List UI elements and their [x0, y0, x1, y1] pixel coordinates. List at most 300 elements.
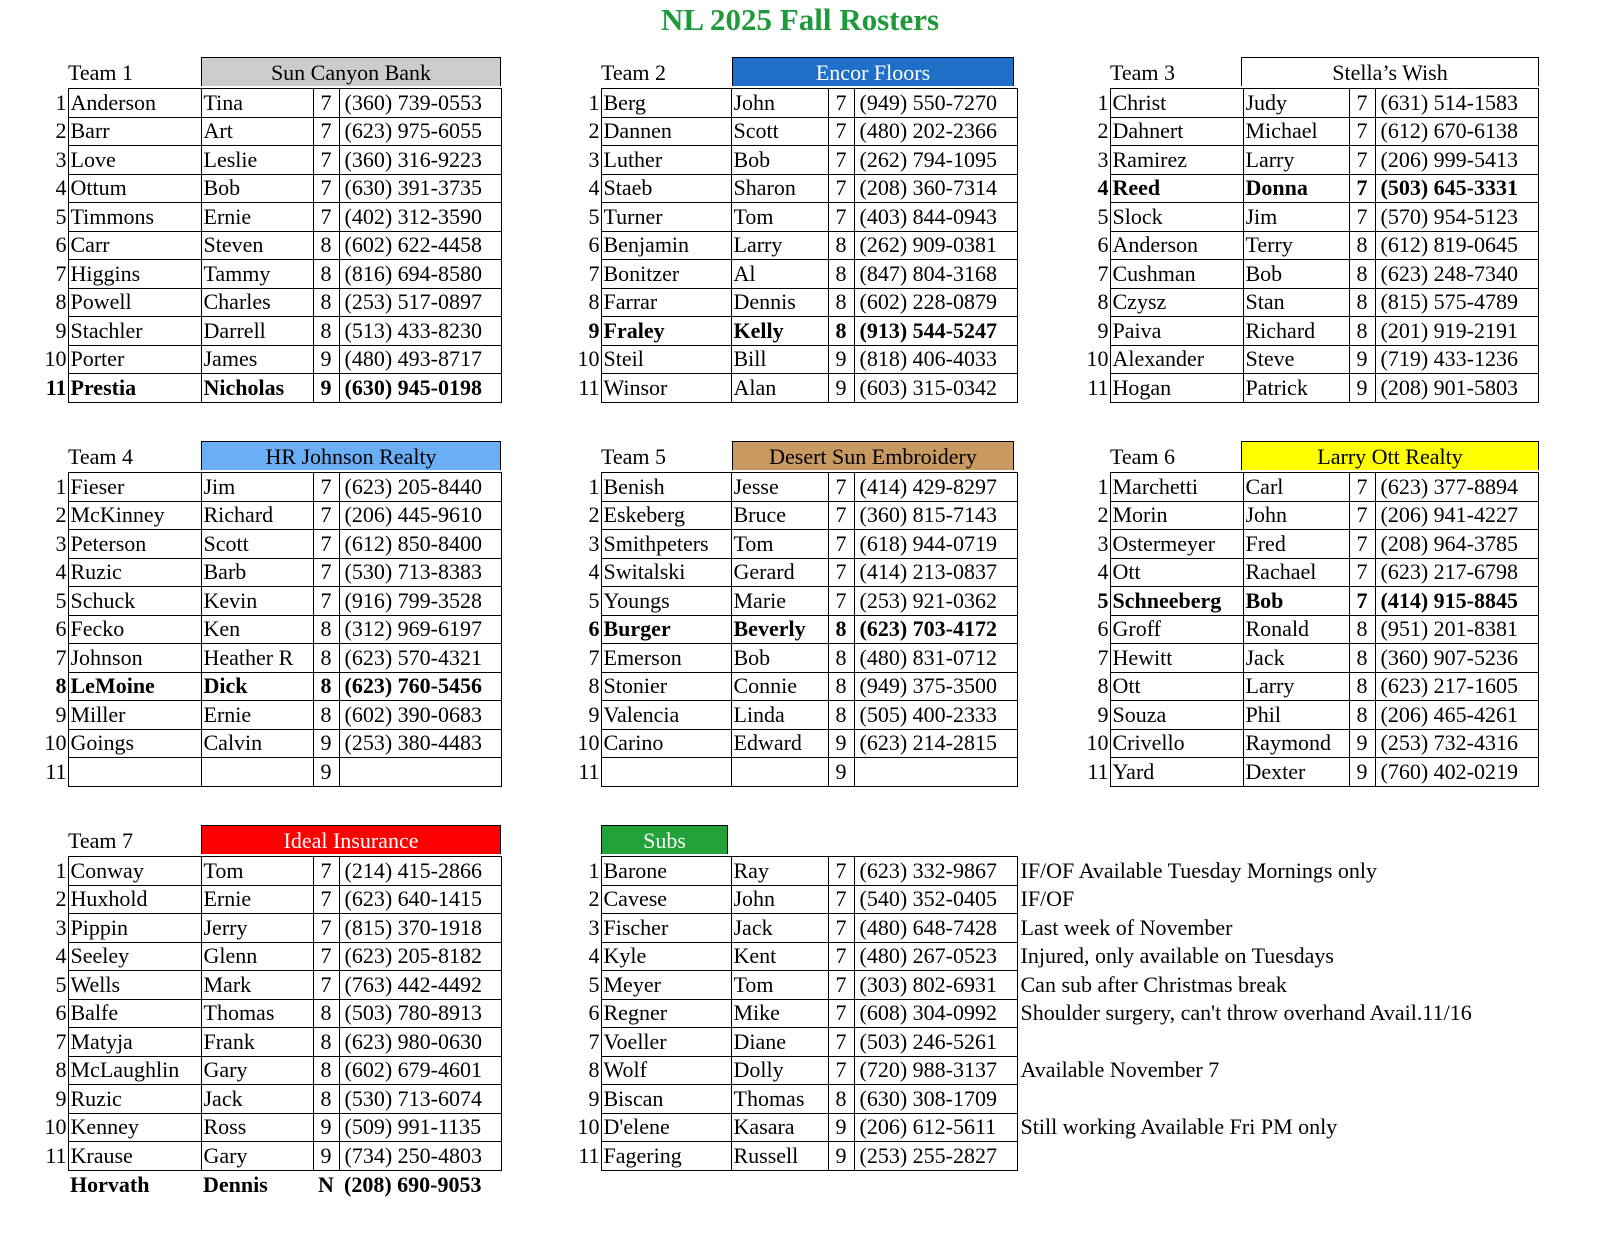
- last-name: Berg: [601, 89, 731, 118]
- roster-row: [1080, 473, 1538, 502]
- phone-number: (206) 612-5611: [854, 1113, 1017, 1142]
- grade: 8: [313, 317, 339, 346]
- roster-table: [571, 472, 1018, 787]
- grade: 8: [313, 1085, 339, 1114]
- last-name: Matyja: [68, 1028, 201, 1057]
- first-name: Ernie: [201, 701, 313, 730]
- first-name: Ray: [731, 857, 828, 886]
- phone-number: (913) 544-5247: [854, 317, 1017, 346]
- phone-number: (623) 205-8440: [339, 473, 501, 502]
- phone-number: (623) 570-4321: [339, 644, 501, 673]
- grade: 7: [313, 117, 339, 146]
- last-name: Ruzic: [68, 1085, 201, 1114]
- roster-row: [38, 971, 501, 1000]
- first-name: Jesse: [731, 473, 828, 502]
- row-number: 8: [1097, 289, 1109, 315]
- row-number: 7: [55, 260, 67, 286]
- phone-number: (360) 907-5236: [1375, 644, 1538, 673]
- phone-number: (540) 352-0405: [854, 885, 1017, 914]
- first-name: Richard: [201, 501, 313, 530]
- last-name: Emerson: [601, 644, 731, 673]
- last-name: Seeley: [68, 942, 201, 971]
- row-number: 8: [55, 289, 67, 315]
- roster-row: [1080, 672, 1538, 701]
- phone-number: (623) 205-8182: [339, 942, 501, 971]
- first-name: Jerry: [201, 914, 313, 943]
- phone-number: (623) 980-0630: [339, 1028, 501, 1057]
- team-header: [571, 441, 1018, 472]
- row-number: 9: [55, 317, 67, 343]
- row-number: 5: [1097, 587, 1109, 613]
- row-number: 4: [588, 175, 600, 201]
- grade: 9: [1349, 758, 1375, 787]
- last-name: LeMoine: [68, 672, 201, 701]
- sub-note: Still working Available Fri PM only: [1020, 1114, 1338, 1140]
- roster-row: [571, 672, 1017, 701]
- first-name: Tom: [731, 530, 828, 559]
- roster-row: [1080, 729, 1538, 758]
- first-name: John: [1243, 501, 1349, 530]
- phone-number: (602) 228-0879: [854, 288, 1017, 317]
- grade: 9: [828, 1113, 854, 1142]
- last-name: Kenney: [68, 1113, 201, 1142]
- first-name: Tom: [731, 971, 828, 1000]
- row-number: 4: [55, 943, 67, 969]
- last-name: Dahnert: [1110, 117, 1243, 146]
- last-name: Stachler: [68, 317, 201, 346]
- row-number: 3: [588, 914, 600, 940]
- first-name: Gary: [201, 1142, 313, 1171]
- last-name: Eskeberg: [601, 501, 731, 530]
- last-name: [601, 758, 731, 787]
- grade: 9: [828, 345, 854, 374]
- grade: 7: [1349, 558, 1375, 587]
- phone-number: (602) 679-4601: [339, 1056, 501, 1085]
- roster-row: [571, 117, 1017, 146]
- first-name: Fred: [1243, 530, 1349, 559]
- last-name: Fagering: [601, 1142, 731, 1171]
- phone-number: (505) 400-2333: [854, 701, 1017, 730]
- page-title: NL 2025 Fall Rosters: [660, 2, 940, 37]
- first-name: Steven: [201, 231, 313, 260]
- phone-number: (608) 304-0992: [854, 999, 1017, 1028]
- row-number: 4: [1097, 559, 1109, 585]
- phone-number: (949) 550-7270: [854, 89, 1017, 118]
- sub-note: [1017, 1028, 1474, 1057]
- phone-number: (847) 804-3168: [854, 260, 1017, 289]
- roster-row: [1080, 260, 1538, 289]
- grade: 7: [313, 530, 339, 559]
- last-name: Anderson: [68, 89, 201, 118]
- team-header: [1080, 57, 1539, 88]
- last-name: Bonitzer: [601, 260, 731, 289]
- phone-number: (763) 442-4492: [339, 971, 501, 1000]
- grade: 8: [1349, 615, 1375, 644]
- phone-number: (630) 308-1709: [854, 1085, 1017, 1114]
- roster-row: [38, 615, 501, 644]
- roster-table: [38, 856, 502, 1199]
- roster-row: [1080, 558, 1538, 587]
- first-name: Bob: [731, 146, 828, 175]
- row-number: 10: [44, 1114, 67, 1140]
- row-number: 10: [1086, 730, 1109, 756]
- row-number: 6: [588, 1000, 600, 1026]
- roster-row: [38, 1028, 501, 1057]
- phone-number: (414) 429-8297: [854, 473, 1017, 502]
- phone-number: (201) 919-2191: [1375, 317, 1538, 346]
- roster-row: [1080, 174, 1538, 203]
- first-name: Sharon: [731, 174, 828, 203]
- grade: 7: [828, 885, 854, 914]
- phone-number: (206) 999-5413: [1375, 146, 1538, 175]
- roster-row: [571, 203, 1017, 232]
- sponsor-banner: Encor Floors: [732, 57, 1014, 86]
- last-name: Barone: [601, 857, 731, 886]
- first-name: Tammy: [201, 260, 313, 289]
- first-name: Dennis: [731, 288, 828, 317]
- grade: 9: [313, 729, 339, 758]
- first-name: Connie: [731, 672, 828, 701]
- grade: 8: [313, 672, 339, 701]
- roster-row: [38, 1142, 501, 1171]
- row-number: 3: [55, 914, 67, 940]
- phone-number: (480) 493-8717: [339, 345, 501, 374]
- team-header: [38, 57, 502, 88]
- team-label: Team 1: [68, 60, 134, 85]
- grade: 8: [1349, 701, 1375, 730]
- last-name: Alexander: [1110, 345, 1243, 374]
- roster-row: [38, 530, 501, 559]
- last-name: Smithpeters: [601, 530, 731, 559]
- roster-row: [571, 914, 1474, 943]
- last-name: Horvath: [70, 1171, 150, 1197]
- phone-number: (815) 575-4789: [1375, 288, 1538, 317]
- grade: 9: [1349, 345, 1375, 374]
- roster-row: [38, 1085, 501, 1114]
- grade: 9: [828, 758, 854, 787]
- last-name: Souza: [1110, 701, 1243, 730]
- sponsor-banner: Stella’s Wish: [1241, 57, 1539, 86]
- first-name: Bob: [731, 644, 828, 673]
- last-name: Fieser: [68, 473, 201, 502]
- last-name: Johnson: [68, 644, 201, 673]
- roster-row: [571, 317, 1017, 346]
- phone-number: (480) 267-0523: [854, 942, 1017, 971]
- last-name: Balfe: [68, 999, 201, 1028]
- first-name: Beverly: [731, 615, 828, 644]
- phone-number: (623) 975-6055: [339, 117, 501, 146]
- last-name: Miller: [68, 701, 201, 730]
- sponsor-banner: Ideal Insurance: [201, 825, 501, 854]
- roster-row: [1080, 146, 1538, 175]
- roster-row: [1080, 374, 1538, 403]
- roster-row: [38, 758, 501, 787]
- row-number: 7: [55, 1028, 67, 1054]
- roster-row: [38, 558, 501, 587]
- sponsor-banner: Larry Ott Realty: [1241, 441, 1539, 470]
- last-name: Farrar: [601, 288, 731, 317]
- team-1-block: [38, 57, 502, 403]
- first-name: Stan: [1243, 288, 1349, 317]
- row-number: 2: [588, 502, 600, 528]
- roster-row: [38, 729, 501, 758]
- team-header: [38, 441, 502, 472]
- row-number: 6: [55, 232, 67, 258]
- roster-row: [38, 146, 501, 175]
- phone-number: (623) 217-1605: [1375, 672, 1538, 701]
- sub-note: IF/OF: [1020, 886, 1075, 912]
- row-number: 1: [588, 89, 600, 115]
- row-number: 9: [588, 317, 600, 343]
- roster-row: [571, 644, 1017, 673]
- row-number: 9: [588, 1085, 600, 1111]
- team-label: Team 7: [68, 828, 134, 853]
- first-name: Jack: [1243, 644, 1349, 673]
- phone-number: (253) 380-4483: [339, 729, 501, 758]
- grade: 8: [313, 701, 339, 730]
- phone-number: (530) 713-8383: [339, 558, 501, 587]
- first-name: Marie: [731, 587, 828, 616]
- roster-row: [38, 231, 501, 260]
- row-number: 8: [55, 1057, 67, 1083]
- grade: 7: [1349, 473, 1375, 502]
- phone-number: (630) 391-3735: [339, 174, 501, 203]
- roster-row: [571, 701, 1017, 730]
- team-label: Team 5: [601, 444, 667, 469]
- roster-row: [571, 558, 1017, 587]
- grade: 8: [313, 615, 339, 644]
- last-name: Yard: [1110, 758, 1243, 787]
- row-number: 1: [55, 89, 67, 115]
- last-name: Hewitt: [1110, 644, 1243, 673]
- first-name: Phil: [1243, 701, 1349, 730]
- roster-table: [38, 472, 502, 787]
- grade: 9: [313, 1113, 339, 1142]
- last-name: Carr: [68, 231, 201, 260]
- row-number: 7: [588, 644, 600, 670]
- last-name: Paiva: [1110, 317, 1243, 346]
- phone-number: (414) 213-0837: [854, 558, 1017, 587]
- grade: 7: [1349, 501, 1375, 530]
- grade: 8: [313, 260, 339, 289]
- phone-number: (206) 941-4227: [1375, 501, 1538, 530]
- roster-row: [38, 914, 501, 943]
- first-name: Kelly: [731, 317, 828, 346]
- roster-row: [571, 942, 1474, 971]
- grade: 7: [828, 558, 854, 587]
- grade: 7: [313, 146, 339, 175]
- row-number: 7: [55, 644, 67, 670]
- grade: 7: [828, 857, 854, 886]
- grade: 8: [828, 288, 854, 317]
- grade: 9: [828, 374, 854, 403]
- phone-number: (509) 991-1135: [339, 1113, 501, 1142]
- first-name: Heather R: [201, 644, 313, 673]
- subs-header: [571, 825, 1474, 856]
- grade: 8: [828, 1085, 854, 1114]
- roster-row: [1080, 288, 1538, 317]
- row-number: 5: [588, 587, 600, 613]
- roster-row: [38, 644, 501, 673]
- last-name: Conway: [68, 857, 201, 886]
- phone-number: (253) 517-0897: [339, 288, 501, 317]
- row-number: 1: [588, 473, 600, 499]
- row-number: 9: [1097, 701, 1109, 727]
- last-name: Christ: [1110, 89, 1243, 118]
- last-name: Switalski: [601, 558, 731, 587]
- first-name: Calvin: [201, 729, 313, 758]
- last-name: Morin: [1110, 501, 1243, 530]
- first-name: Diane: [731, 1028, 828, 1057]
- row-number: 5: [588, 203, 600, 229]
- first-name: Ronald: [1243, 615, 1349, 644]
- team-5-block: [571, 441, 1018, 787]
- first-name: Ernie: [201, 203, 313, 232]
- first-name: Larry: [731, 231, 828, 260]
- phone-number: (816) 694-8580: [339, 260, 501, 289]
- grade: 7: [828, 914, 854, 943]
- row-number: 5: [55, 203, 67, 229]
- last-name: Stonier: [601, 672, 731, 701]
- phone-number: (303) 802-6931: [854, 971, 1017, 1000]
- grade: 8: [828, 260, 854, 289]
- roster-row: [38, 117, 501, 146]
- phone-number: (603) 315-0342: [854, 374, 1017, 403]
- last-name: Marchetti: [1110, 473, 1243, 502]
- grade: 8: [313, 644, 339, 673]
- grade: 7: [1349, 530, 1375, 559]
- row-number: 5: [588, 971, 600, 997]
- phone-number: (208) 360-7314: [854, 174, 1017, 203]
- row-number: 2: [1097, 118, 1109, 144]
- first-name: Dick: [201, 672, 313, 701]
- last-name: Porter: [68, 345, 201, 374]
- last-name: Steil: [601, 345, 731, 374]
- roster-row: [38, 701, 501, 730]
- first-name: Nicholas: [201, 374, 313, 403]
- roster-row: [571, 146, 1017, 175]
- roster-row: [38, 260, 501, 289]
- row-number: 1: [1097, 89, 1109, 115]
- roster-table: [1080, 88, 1539, 403]
- last-name: Burger: [601, 615, 731, 644]
- grade: 7: [313, 558, 339, 587]
- team-2-block: [571, 57, 1018, 403]
- roster-row: [38, 473, 501, 502]
- subs-block: [571, 825, 1474, 1171]
- grade: 8: [828, 701, 854, 730]
- sub-note: Last week of November: [1020, 914, 1233, 940]
- last-name: Czysz: [1110, 288, 1243, 317]
- team-3-block: [1080, 57, 1539, 403]
- phone-number: (208) 901-5803: [1375, 374, 1538, 403]
- last-name: Benjamin: [601, 231, 731, 260]
- last-name: Powell: [68, 288, 201, 317]
- first-name: Barb: [201, 558, 313, 587]
- roster-row: [38, 587, 501, 616]
- first-name: Linda: [731, 701, 828, 730]
- row-number: 1: [588, 857, 600, 883]
- row-number: 11: [45, 758, 67, 784]
- phone-number: (206) 445-9610: [339, 501, 501, 530]
- first-name: Richard: [1243, 317, 1349, 346]
- grade: 7: [1349, 587, 1375, 616]
- phone-number: (570) 954-5123: [1375, 203, 1538, 232]
- grade: 9: [313, 758, 339, 787]
- row-number: 6: [55, 616, 67, 642]
- roster-row: [571, 615, 1017, 644]
- row-number: 10: [577, 346, 600, 372]
- row-number: 11: [578, 758, 600, 784]
- row-number: 11: [578, 1142, 600, 1168]
- row-number: 2: [55, 886, 67, 912]
- row-number: 4: [588, 943, 600, 969]
- grade: 7: [828, 146, 854, 175]
- last-name: Huxhold: [68, 885, 201, 914]
- last-name: D'elene: [601, 1113, 731, 1142]
- grade: 9: [313, 1142, 339, 1171]
- grade: 7: [828, 501, 854, 530]
- first-name: Jim: [201, 473, 313, 502]
- grade: 7: [828, 1056, 854, 1085]
- row-number: 8: [588, 289, 600, 315]
- first-name: Alan: [731, 374, 828, 403]
- roster-row: [38, 501, 501, 530]
- first-name: Mark: [201, 971, 313, 1000]
- row-number: 9: [588, 701, 600, 727]
- last-name: Pippin: [68, 914, 201, 943]
- roster-row: [571, 587, 1017, 616]
- first-name: Rachael: [1243, 558, 1349, 587]
- roster-row: [1080, 345, 1538, 374]
- first-name: Larry: [1243, 146, 1349, 175]
- phone-number: (480) 648-7428: [854, 914, 1017, 943]
- last-name: Regner: [601, 999, 731, 1028]
- phone-number: (612) 850-8400: [339, 530, 501, 559]
- grade: 7: [828, 1028, 854, 1057]
- grade: 7: [313, 174, 339, 203]
- roster-row: [38, 203, 501, 232]
- first-name: [201, 758, 313, 787]
- row-number: 5: [1097, 203, 1109, 229]
- last-name: Benish: [601, 473, 731, 502]
- last-name: Voeller: [601, 1028, 731, 1057]
- last-name: Slock: [1110, 203, 1243, 232]
- phone-number: [854, 758, 1017, 787]
- phone-number: [339, 758, 501, 787]
- first-name: John: [731, 89, 828, 118]
- grade: 8: [828, 317, 854, 346]
- grade: 7: [313, 501, 339, 530]
- grade: 7: [313, 971, 339, 1000]
- grade: 8: [1349, 644, 1375, 673]
- first-name: Bruce: [731, 501, 828, 530]
- first-name: Tina: [201, 89, 313, 118]
- row-number: 10: [1086, 346, 1109, 372]
- last-name: Ramirez: [1110, 146, 1243, 175]
- roster-row: [38, 857, 501, 886]
- row-number: 11: [45, 1142, 67, 1168]
- sub-note: IF/OF Available Tuesday Mornings only: [1020, 857, 1378, 883]
- last-name: Valencia: [601, 701, 731, 730]
- phone-number: (630) 945-0198: [339, 374, 501, 403]
- roster-row: [571, 857, 1474, 886]
- first-name: Dennis: [203, 1171, 268, 1197]
- phone-number: (262) 794-1095: [854, 146, 1017, 175]
- last-name: Wells: [68, 971, 201, 1000]
- phone-number: (815) 370-1918: [339, 914, 501, 943]
- grade: 9: [1349, 374, 1375, 403]
